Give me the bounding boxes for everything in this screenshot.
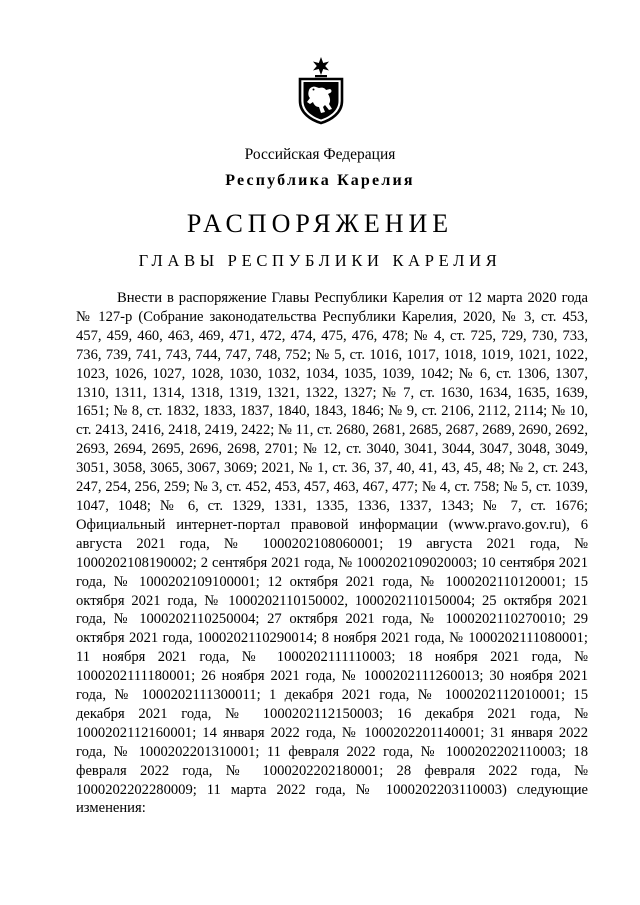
country-name: Российская Федерация (244, 146, 396, 163)
body-paragraph: Внести в распоряжение Главы Республики Карелия от 12 марта 2020 года № 127-р (Собрание законодательства Республики Карелия, 2020, № 3, ст. 453, 457, 459, 460, 463, 469, 471, 472, 474, 475, 476, 478; № 4, ст. 725, 729, 730, 733, 736, 739, 741, 743, 744, 747, 748, 752; № 5, ст. 1016, 1017, 1018, 1019, 1021, 1022, 1023, 1026, 1027, 1028, 1030, 1032, 1034, 1035, 1039, 1042; № 6, ст. 1306, 1307, 1310, 1311, 1314, 1318, 1319, 1321, 1322, 1327; № 7, ст. 1630, 1634, 1635, 1639, 1651; № 8, ст. 1832, 1833, 1837, 1840, 1843, 1846; № 9, ст. 2106, 2112, 2114; № 10, ст. 2413, 2416, 2418, 2419, 2422; № 11, ст. 2680, 2681, 2685, 2687, 2689, 2690, 2692, 2693, 2694, 2695, 2696, 2698, 2701; № 12, ст. 3040, 3041, 3044, 3047, 3048, 3049, 3051, 3058, 3065, 3067, 3069; 2021, № 1, ст. 36, 37, 40, 41, 43, 45, 48; № 2, ст. 243, 247, 254, 256, 259; № 3, ст. 452, 453, 457, 463, 467, 477; № 4, ст. 758; № 5, ст. 1039, 1047, 1048; № 6, ст. 1329, 1331, 1335, 1336, 1337, 1343; № 7, ст. 1676; Официальный интернет-портал правовой информации (www.pravo.gov.ru), 6 августа 2021 года, № 1000202108060001; 19 августа 2021 года, № 1000202108190002; 2 сентября 2021 года, № 1000202109020003; 10 сентября 2021 года, № 1000202109100001; 12 октября 2021 года, № 1000202110120001; 15 октября 2021 года, № 1000202110150002, 1000202110150004; 25 октября 2021 года, № 1000202110250004; 27 октября 2021 года, № 1000202110270010; 29 октября 2021 года, 1000202110290014; 8 ноября 2021 года, № 1000202111080001; 11 ноября 2021 года, № 1000202111110003; 18 ноября 2021 года, № 1000202111180001; 26 ноября 2021 года, № 1000202111260013; 30 ноября 2021 года, № 1000202111300011; 1 декабря 2021 года, № 1000202112010001; 15 декабря 2021 года, № 1000202112150003; 16 декабря 2021 года, № 1000202112160001; 14 января 2022 года, № 1000202201140001; 31 января 2022 года, № 1000202201310001; 11 февраля 2022 года, № 1000202202110003; 18 февраля 2022 года, № 1000202202180001; 28 февраля 2022 года, № 1000202202280009; 11 марта 2022 года, № 1000202203110003) следующие изменения: (76, 290, 588, 817)
karelia-coat-of-arms-icon (295, 55, 347, 125)
document-issuer: ГЛАВЫ РЕСПУБЛИКИ КАРЕЛИЯ (138, 251, 502, 270)
republic-name: Республика Карелия (225, 172, 415, 189)
document-type: РАСПОРЯЖЕНИЕ (186, 209, 454, 238)
